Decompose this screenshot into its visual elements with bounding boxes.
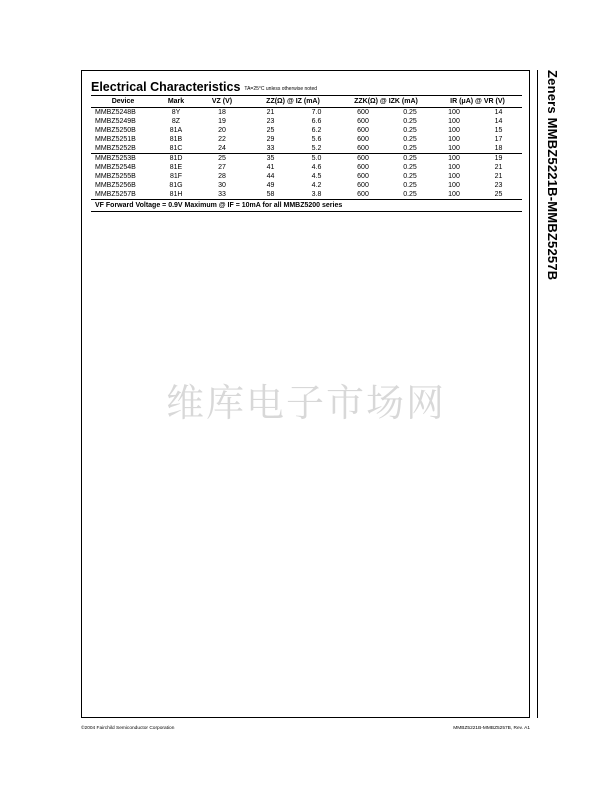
col-mark: Mark [155, 96, 197, 108]
table-row [91, 117, 522, 126]
cell-device: MMBZ5254B [95, 164, 136, 171]
col-vz: VZ (V) [197, 96, 247, 108]
cell-vz: 25 [197, 154, 247, 164]
cell-ir: 100 [448, 145, 460, 152]
cell-iz: 3.8 [311, 191, 322, 198]
table-row [91, 181, 522, 190]
cell-izk: 0.25 [387, 154, 433, 164]
cell-mark: 81B [169, 136, 183, 143]
table-row [91, 135, 522, 144]
cell-device: MMBZ5252B [95, 145, 136, 152]
cell-zz: 58 [266, 191, 275, 198]
cell-vr: 17 [494, 136, 503, 143]
cell-mark: 81F [169, 173, 183, 180]
cell-zzk: 600 [357, 191, 369, 198]
cell-mark: 81E [169, 164, 183, 171]
cell-zzk: 600 [357, 118, 369, 125]
cell-device: MMBZ5255B [95, 173, 136, 180]
cell-mark: 81H [169, 191, 183, 198]
watermark: 维库电子市场网 [165, 381, 446, 425]
cell-zz: 33 [266, 145, 275, 152]
cell-ir: 100 [433, 154, 475, 164]
cell-zz: 41 [266, 164, 275, 171]
cell-vr: 19 [475, 154, 522, 164]
cell-vr: 18 [494, 145, 503, 152]
cell-iz: 5.6 [311, 136, 322, 143]
cell-vr: 25 [494, 191, 503, 198]
table-header-row [91, 96, 522, 108]
cell-vr: 14 [494, 118, 503, 125]
cell-ir: 100 [448, 173, 460, 180]
table-row [91, 163, 522, 172]
cell-device: MMBZ5249B [95, 118, 136, 125]
cell-iz: 6.6 [311, 118, 322, 125]
cell-zz: 35 [247, 154, 294, 164]
cell-ir: 100 [448, 109, 460, 116]
cell-iz: 5.0 [294, 154, 339, 164]
cell-vz: 27 [218, 164, 226, 171]
cell-vr: 15 [494, 127, 503, 134]
cell-vr: 23 [494, 182, 503, 189]
cell-zzk: 600 [357, 109, 369, 116]
cell-zz: 49 [266, 182, 275, 189]
cell-iz: 4.6 [311, 164, 322, 171]
cell-mark: 8Y [171, 109, 181, 116]
cell-vz: 33 [218, 191, 226, 198]
cell-izk: 0.25 [403, 182, 417, 189]
cell-device: MMBZ5253B [91, 154, 155, 164]
cell-vz: 20 [218, 127, 226, 134]
cell-vr: 21 [494, 164, 503, 171]
side-title: Zeners MMBZ5221B-MMBZ5257B [545, 70, 560, 281]
cell-mark: 8Z [171, 118, 181, 125]
cell-iz: 5.2 [311, 145, 322, 152]
cell-izk: 0.25 [403, 127, 417, 134]
cell-vz: 28 [218, 173, 226, 180]
col-ir: IR (μA) @ VR (V) [433, 96, 522, 108]
cell-ir: 100 [448, 164, 460, 171]
table-row [91, 108, 522, 118]
footnote-row [91, 200, 522, 212]
cell-zzk: 600 [357, 173, 369, 180]
cell-zzk: 600 [357, 182, 369, 189]
table-row [91, 172, 522, 181]
cell-iz: 4.2 [311, 182, 322, 189]
footnote: VF Forward Voltage = 0.9V Maximum @ IF = 10mA for all MMBZ5200 series [91, 200, 522, 212]
cell-zzk: 600 [357, 136, 369, 143]
cell-vr: 21 [494, 173, 503, 180]
cell-vz: 24 [218, 145, 226, 152]
cell-ir: 100 [448, 136, 460, 143]
test-condition: TA=25°C unless otherwise noted [244, 86, 318, 92]
cell-mark: 81D [155, 154, 197, 164]
cell-device: MMBZ5251B [95, 136, 136, 143]
cell-ir: 100 [448, 191, 460, 198]
section-title: Electrical Characteristics [91, 80, 241, 94]
cell-ir: 100 [448, 182, 460, 189]
cell-zz: 21 [266, 109, 275, 116]
cell-izk: 0.25 [403, 118, 417, 125]
footer-part-rev: MMBZ5221B-MMBZ5257B, Rev. A1 [453, 726, 530, 731]
cell-izk: 0.25 [403, 145, 417, 152]
cell-iz: 4.5 [311, 173, 322, 180]
table-row [91, 126, 522, 135]
cell-zz: 44 [266, 173, 275, 180]
table-row [91, 154, 522, 164]
electrical-characteristics-table [91, 95, 522, 212]
cell-izk: 0.25 [403, 191, 417, 198]
cell-izk: 0.25 [403, 164, 417, 171]
cell-mark: 81C [169, 145, 183, 152]
cell-device: MMBZ5256B [95, 182, 136, 189]
cell-mark: 81A [169, 127, 183, 134]
table-row [91, 190, 522, 200]
cell-device: MMBZ5250B [95, 127, 136, 134]
cell-vz: 18 [218, 109, 226, 116]
cell-mark: 81G [169, 182, 183, 189]
cell-izk: 0.25 [403, 173, 417, 180]
col-device: Device [91, 96, 155, 108]
cell-zz: 29 [266, 136, 275, 143]
cell-ir: 100 [448, 127, 460, 134]
cell-izk: 0.25 [403, 109, 417, 116]
col-zzk: ZZK(Ω) @ IZK (mA) [339, 96, 433, 108]
cell-device: MMBZ5248B [95, 109, 136, 116]
cell-zzk: 600 [357, 127, 369, 134]
cell-iz: 7.0 [311, 109, 322, 116]
cell-zzk: 600 [357, 145, 369, 152]
cell-izk: 0.25 [403, 136, 417, 143]
cell-vz: 30 [218, 182, 226, 189]
table-row [91, 144, 522, 154]
footer-copyright: ©2004 Fairchild Semiconductor Corporation [81, 726, 175, 731]
cell-zz: 23 [266, 118, 275, 125]
cell-zz: 25 [266, 127, 275, 134]
cell-iz: 6.2 [311, 127, 322, 134]
col-zz: ZZ(Ω) @ IZ (mA) [247, 96, 339, 108]
cell-vz: 19 [218, 118, 226, 125]
cell-zzk: 600 [357, 164, 369, 171]
cell-vr: 14 [494, 109, 503, 116]
cell-vz: 22 [218, 136, 226, 143]
cell-ir: 100 [448, 118, 460, 125]
cell-device: MMBZ5257B [95, 191, 136, 198]
section-heading [91, 78, 317, 96]
cell-zzk: 600 [339, 154, 387, 164]
